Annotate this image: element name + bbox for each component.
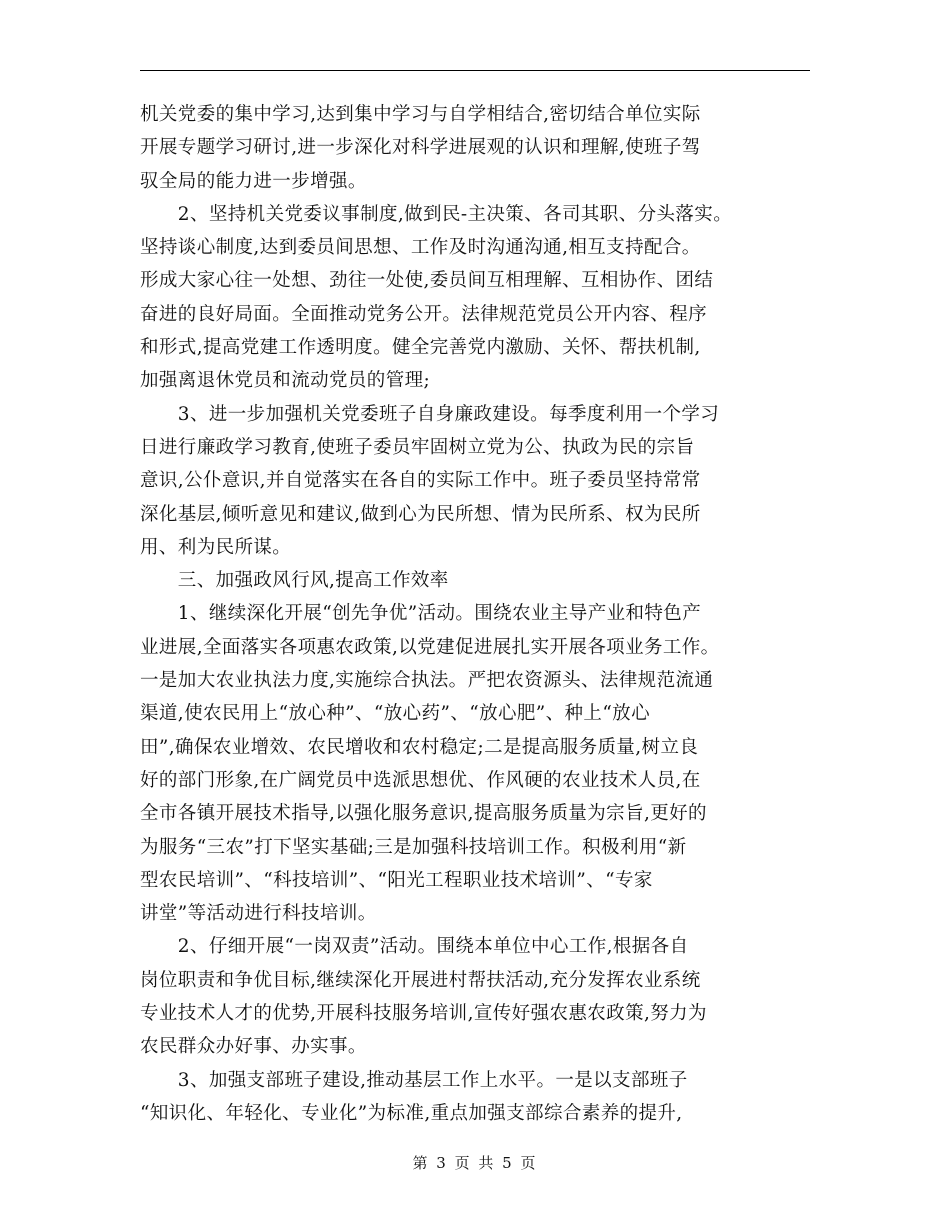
text-line: 全市各镇开展技术指导,以强化服务意识,提高服务质量为宗旨,更好的: [140, 803, 707, 825]
text-line: 开展专题学习研讨,进一步深化对科学进展观的认识和理解,使班子驾: [140, 137, 701, 159]
text-line: 专业技术人才的优势,开展科技服务培训,宣传好强农惠农政策,努力为: [140, 1003, 707, 1025]
text-line: 田”,确保农业增效、农民增收和农村稳定;二是提高服务质量,树立良: [140, 736, 699, 758]
text-line: 深化基层,倾听意见和建议,做到心为民所想、情为民所系、权为民所: [140, 503, 701, 525]
document-body: [140, 98, 820, 1130]
text-line: 奋进的良好局面。全面推动党务公开。法律规范党员公开内容、程序: [140, 303, 708, 325]
text-line: 型农民培训”、“科技培训”、“阳光工程职业技术培训”、“专家: [140, 869, 653, 891]
text-line: 加强离退休党员和流动党员的管理;: [140, 370, 431, 392]
text-line: 日进行廉政学习教育,使班子委员牢固树立党为公、执政为民的宗旨: [140, 436, 695, 458]
text-line: 业进展,全面落实各项惠农政策,以党建促进展扎实开展各项业务工作。: [140, 636, 720, 658]
text-line: 驭全局的能力进一步增强。: [140, 170, 367, 192]
text-line: 渠道,使农民用上“放心种”、“放心药”、“放心肥”、种上“放心: [140, 703, 650, 725]
page-footer: 第 3 页 共 5 页: [412, 1154, 538, 1172]
text-line: 1、继续深化开展“创先争优”活动。围绕农业主导产业和特色产: [140, 603, 702, 625]
text-line: 用、利为民所谋。: [140, 536, 292, 558]
text-line: 坚持谈心制度,达到委员间思想、工作及时沟通沟通,相互支持配合。: [140, 237, 701, 259]
text-line: 机关党委的集中学习,达到集中学习与自学相结合,密切结合单位实际: [140, 104, 701, 125]
text-line: 形成大家心往一处想、劲往一处使,委员间互相理解、互相协作、团结: [140, 270, 714, 292]
text-line: “知识化、年轻化、专业化”为标准,重点加强支部综合素养的提升,: [140, 1102, 683, 1124]
text-line: 意识,公仆意识,并自觉落实在各自的实际工作中。班子委员坚持常常: [140, 470, 701, 492]
text-line: 3、加强支部班子建设,推动基层工作上水平。一是以支部班子: [140, 1069, 688, 1091]
header-rule: [140, 70, 810, 71]
text-line: 和形式,提高党建工作透明度。健全完善党内激励、关怀、帮扶机制,: [140, 337, 701, 359]
text-line: 岗位职责和争优目标,继续深化开展进村帮扶活动,充分发挥农业系统: [140, 969, 701, 991]
text-line: 一是加大农业执法力度,实施综合执法。严把农资源头、法律规范流通: [140, 670, 714, 692]
text-line: 2、仔细开展“一岗双责”活动。围绕本单位中心工作,根据各自: [140, 936, 689, 958]
text-line: 讲堂”等活动进行科技培训。: [140, 903, 377, 925]
text-line: 为服务“三农”打下坚实基础;三是加强科技培训工作。积极利用“新: [140, 836, 687, 858]
text-line: 2、坚持机关党委议事制度,做到民-主决策、各司其职、分头落实。: [140, 203, 733, 225]
text-line: 农民群众办好事、办实事。: [140, 1036, 367, 1058]
text-line: 三、加强政风行风,提高工作效率: [140, 570, 449, 592]
text-line: 好的部门形象,在广阔党员中选派思想优、作风硬的农业技术人员,在: [140, 769, 701, 791]
text-line: 3、进一步加强机关党委班子自身廉政建设。每季度利用一个学习: [140, 403, 720, 425]
